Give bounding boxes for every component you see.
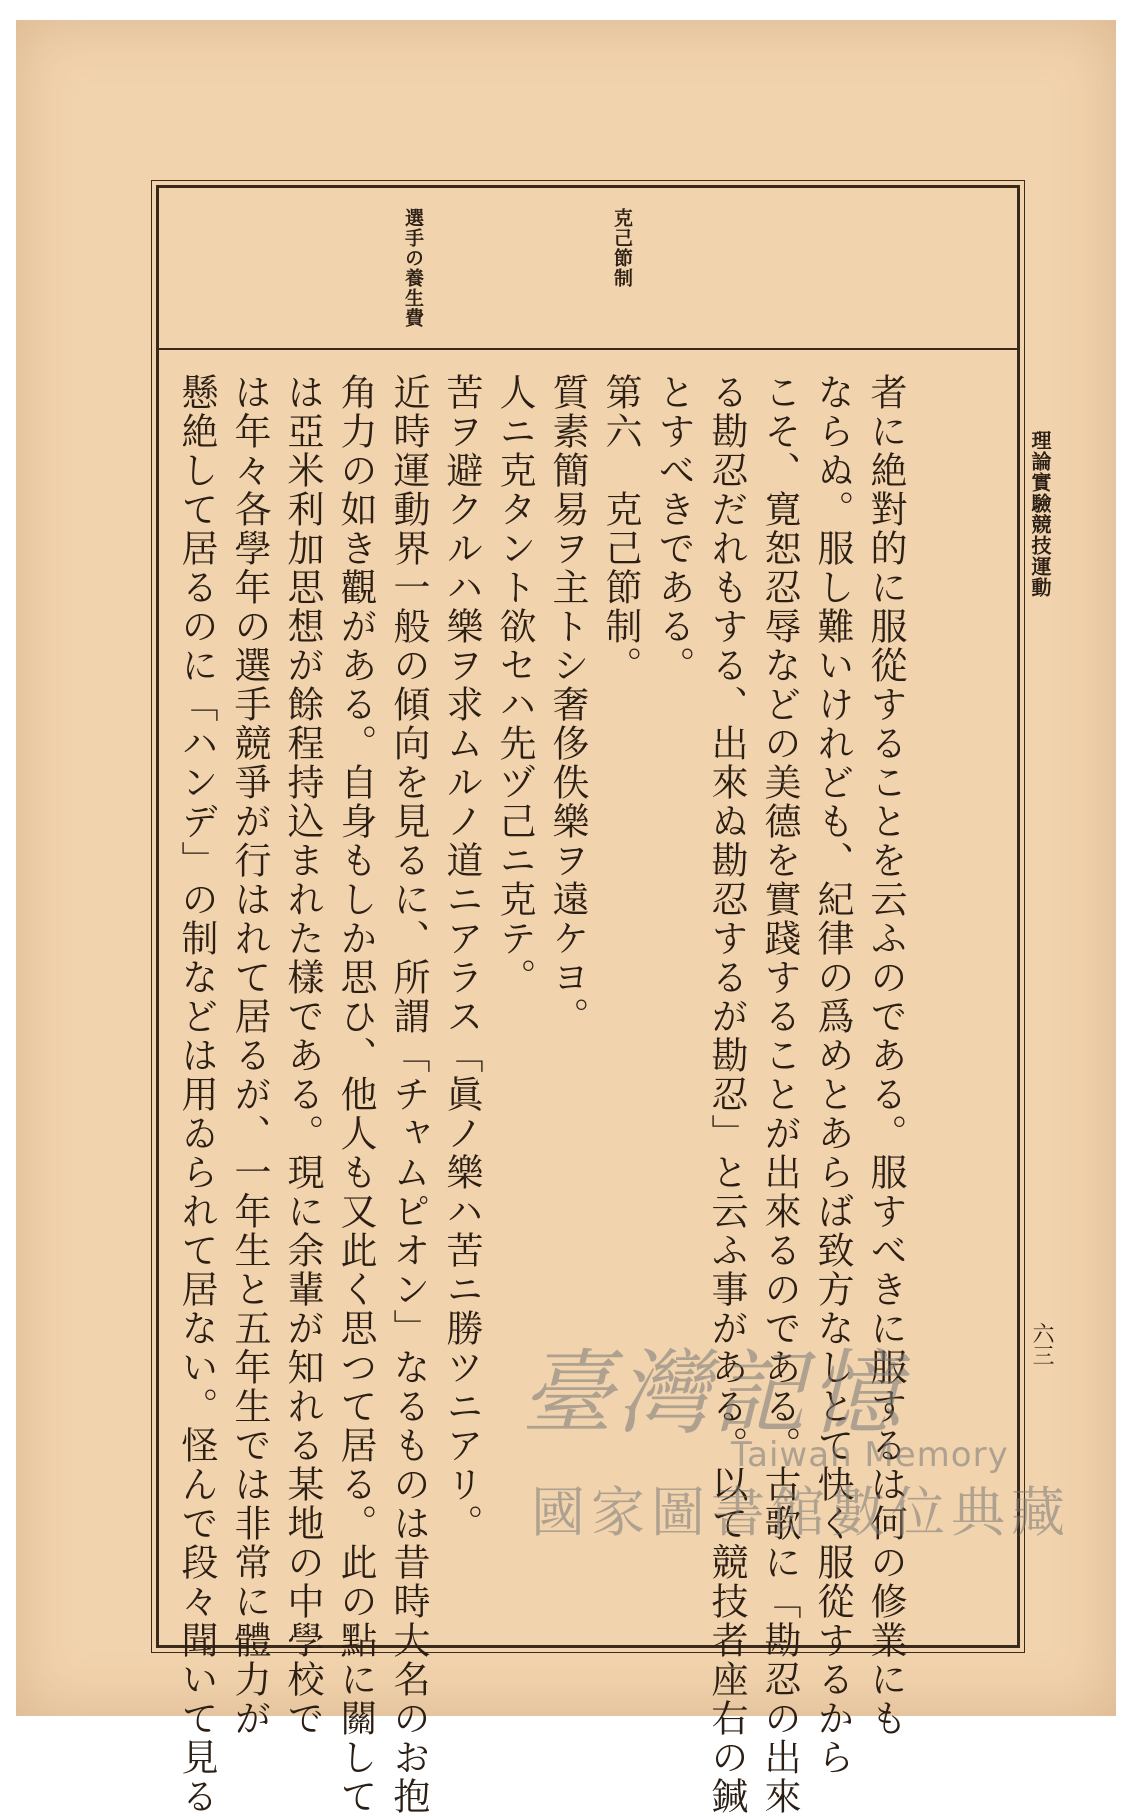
text-column-14: 懸絶して居るのに「ハンデ」の制などは用ゐられて居ない。怪んで段々聞いて見る — [175, 373, 218, 1816]
watermark-english: Taiwan Memory — [731, 1435, 1009, 1475]
text-column-5: とすべきである。 — [652, 373, 695, 685]
text-column-10: 近時運動界一般の傾向を見るに、所謂「チャムピオン」なるものは昔時大名のお抱 — [387, 373, 430, 1816]
text-column-12: は亞米利加思想が餘程持込まれた樣である。現に余輩が知れる某地の中學校で — [281, 373, 324, 1738]
precept-1: 質素簡易ヲ主トシ奢侈佚樂ヲ遠ケヨ。 — [546, 373, 589, 1036]
text-frame — [156, 185, 1020, 1816]
book-page — [16, 20, 1116, 1816]
text-column-4: る勘忍だれもする、出來ぬ勘忍するが勘忍」と云ふ事がある。以て競技者座右の鍼 — [705, 373, 748, 1816]
text-column-11: 角力の如き觀がある。自身もしか思ひ、他人も又此く思つて居る。此の點に關して — [334, 373, 377, 1816]
side-note-kokki: 克己節制 — [611, 208, 633, 288]
text-column-3: こそ、寛恕忍辱などの美德を實踐することが出來るのである。古歌に「勘忍の出來 — [758, 373, 801, 1816]
section-heading: 第六 克己節制。 — [599, 373, 642, 685]
running-head: 理論實驗競技運動 — [1028, 430, 1052, 598]
text-column-1: 者に絶對的に服從することを云ふのである。服すべきに服するは何の修業にも — [864, 373, 907, 1738]
watermark-library: 國家圖書館數位典藏 — [531, 1481, 1071, 1544]
page-number: 六三 — [1029, 1322, 1054, 1366]
watermark-title: 臺灣記憶 — [521, 1340, 906, 1447]
text-column-13: は年々各學年の選手競爭が行はれて居るが、一年生と五年生では非常に體力が — [228, 373, 271, 1738]
precept-3: 苦ヲ避クルハ樂ヲ求ムルノ道ニアラス「眞ノ樂ハ苦ニ勝ツニアリ。 — [440, 373, 483, 1543]
header-divider — [159, 348, 1017, 350]
text-column-2: ならぬ。服し難いけれども、紀律の爲めとあらば致方なしとて快く服從するから — [811, 373, 854, 1777]
side-note-yojohi: 選手の養生費 — [402, 208, 424, 328]
precept-2: 人ニ克タント欲セハ先ヅ己ニ克テ。 — [493, 373, 536, 997]
